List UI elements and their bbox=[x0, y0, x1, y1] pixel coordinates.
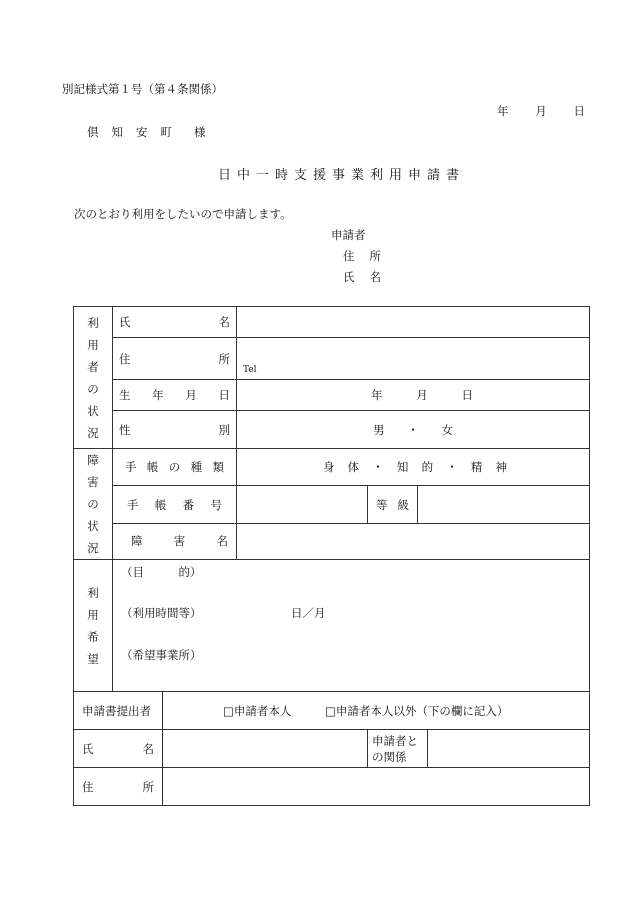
submitter-address-row bbox=[74, 768, 590, 806]
label-char: 番 bbox=[182, 497, 195, 512]
group-char: の bbox=[87, 497, 99, 511]
addressee-char: 安 bbox=[136, 125, 148, 139]
label-char: 名 bbox=[216, 534, 228, 549]
hours-label: （利用時間等） bbox=[121, 606, 202, 620]
label-char: 月 bbox=[185, 388, 197, 402]
submitter-options bbox=[163, 692, 590, 730]
disability-name-label bbox=[113, 523, 237, 559]
facility-label: （希望事業所） bbox=[121, 648, 202, 662]
submitter-address-field[interactable] bbox=[163, 768, 590, 806]
user-address-label bbox=[113, 338, 237, 380]
hours-unit: 日／月 bbox=[291, 606, 326, 620]
group-char: 状 bbox=[87, 403, 99, 418]
label-char: 種 bbox=[190, 460, 203, 475]
disability-section-label bbox=[74, 449, 113, 560]
applicant-name-char: 名 bbox=[369, 270, 381, 284]
applicant-address-char: 住 bbox=[343, 249, 355, 263]
submitter-row bbox=[74, 692, 590, 730]
user-name-row bbox=[74, 307, 590, 338]
group-char: 利 bbox=[87, 585, 99, 600]
group-char: 状 bbox=[87, 519, 99, 533]
label-char: 住 bbox=[82, 779, 94, 794]
type-char: 的 bbox=[421, 460, 434, 475]
submitter-address-label bbox=[74, 768, 163, 806]
tel-label: Tel bbox=[243, 365, 257, 375]
booklet-number-label bbox=[113, 486, 237, 523]
date-month: 月 bbox=[535, 104, 547, 118]
user-sex-field[interactable] bbox=[237, 411, 590, 449]
user-section-label bbox=[74, 307, 113, 449]
user-address-field[interactable] bbox=[237, 338, 590, 380]
label-char: 帳 bbox=[154, 497, 167, 512]
birth-unit: 月 bbox=[416, 388, 428, 402]
birth-unit: 日 bbox=[461, 388, 473, 402]
type-char: 身 bbox=[323, 460, 335, 475]
label-char: 帳 bbox=[146, 460, 159, 475]
label-char: 年 bbox=[152, 388, 164, 402]
group-char: 況 bbox=[87, 425, 99, 440]
group-char: 者 bbox=[87, 359, 99, 374]
label-char: 等 bbox=[376, 497, 388, 512]
submitter-label: 申請書提出者 bbox=[74, 692, 163, 730]
label-char: 害 bbox=[173, 534, 186, 549]
label-char: 障 bbox=[131, 534, 143, 549]
addressee-char: 様 bbox=[194, 125, 206, 139]
relation-label: 申請者との関係 bbox=[368, 730, 428, 768]
submitter-name-row bbox=[74, 730, 590, 768]
group-char: 害 bbox=[87, 475, 99, 489]
submitter-name-field[interactable] bbox=[163, 730, 368, 768]
type-char: 知 bbox=[396, 460, 409, 475]
submitter-name-label bbox=[74, 730, 163, 768]
sex-option-female: 女 bbox=[441, 422, 453, 437]
label-char: 氏 bbox=[82, 741, 94, 756]
group-char: 用 bbox=[87, 337, 99, 352]
label-char: 名 bbox=[142, 741, 154, 756]
sex-option-male: 男 bbox=[373, 422, 385, 437]
intro-text: 次のとおり利用をしたいので申請します。 bbox=[74, 207, 292, 221]
user-address-row bbox=[74, 338, 590, 380]
birth-unit: 年 bbox=[371, 388, 383, 402]
grade-field[interactable] bbox=[418, 486, 590, 523]
type-char: 神 bbox=[495, 460, 507, 475]
user-birth-label bbox=[113, 380, 237, 411]
grade-label bbox=[368, 486, 418, 523]
group-char: 用 bbox=[87, 607, 99, 622]
user-name-field[interactable] bbox=[237, 307, 590, 338]
purpose-label: （目 的） bbox=[121, 565, 202, 579]
label-char: 号 bbox=[210, 497, 222, 512]
booklet-type-label bbox=[113, 449, 237, 486]
label-char: 別 bbox=[218, 422, 230, 437]
label-char: 氏 bbox=[119, 315, 131, 329]
user-birth-field[interactable] bbox=[237, 380, 590, 411]
label-char: の bbox=[168, 460, 181, 475]
disability-name-row bbox=[74, 523, 590, 559]
document-title: 日中一時支援事業利用申請書 bbox=[218, 168, 466, 183]
header-date bbox=[497, 103, 585, 119]
user-birth-row bbox=[74, 380, 590, 411]
use-wish-row bbox=[74, 560, 590, 692]
addressee-char: 町 bbox=[160, 125, 172, 139]
type-char: 体 bbox=[347, 460, 360, 475]
relation-field[interactable] bbox=[428, 730, 590, 768]
label-char: 手 bbox=[125, 460, 137, 475]
label-char: 所 bbox=[218, 351, 230, 366]
type-char: ・ bbox=[372, 460, 384, 475]
group-char: 利 bbox=[87, 315, 99, 330]
label-char: 名 bbox=[218, 315, 230, 329]
label-char: 手 bbox=[127, 497, 139, 512]
group-char: 障 bbox=[87, 453, 99, 467]
label-char: 性 bbox=[119, 422, 131, 437]
date-day: 日 bbox=[573, 104, 585, 118]
booklet-number-row bbox=[74, 486, 590, 523]
label-char: 所 bbox=[142, 779, 154, 794]
booklet-type-field[interactable] bbox=[237, 449, 590, 486]
applicant-address-label bbox=[343, 248, 381, 264]
use-wish-field[interactable] bbox=[113, 560, 590, 692]
group-char: 況 bbox=[87, 541, 99, 555]
addressee bbox=[87, 124, 206, 140]
applicant-name-label bbox=[343, 269, 381, 285]
user-sex-row bbox=[74, 411, 590, 449]
label-char: 日 bbox=[218, 388, 230, 402]
applicant-address-char: 所 bbox=[369, 249, 381, 263]
addressee-char: 知 bbox=[111, 125, 123, 139]
form-number: 別記様式第１号（第４条関係） bbox=[62, 82, 223, 96]
user-sex-label bbox=[113, 411, 237, 449]
label-char: 住 bbox=[119, 351, 131, 366]
disability-name-field[interactable] bbox=[237, 523, 590, 559]
type-char: 精 bbox=[470, 460, 483, 475]
user-name-label bbox=[113, 307, 237, 338]
booklet-type-row bbox=[74, 449, 590, 486]
group-char: 望 bbox=[87, 651, 99, 666]
applicant-label: 申請者 bbox=[331, 228, 366, 242]
application-form-table bbox=[73, 306, 590, 806]
type-char: ・ bbox=[446, 460, 458, 475]
use-section-label bbox=[74, 560, 113, 692]
booklet-number-field[interactable] bbox=[237, 486, 368, 523]
option-self-checkbox[interactable]: □申請者本人 bbox=[223, 703, 292, 718]
applicant-name-char: 氏 bbox=[343, 270, 355, 284]
label-char: 級 bbox=[397, 497, 409, 512]
separator: ・ bbox=[407, 422, 419, 437]
date-year: 年 bbox=[497, 104, 509, 118]
group-char: の bbox=[87, 381, 99, 396]
label-char: 類 bbox=[212, 460, 224, 475]
option-other-checkbox[interactable]: □申請者本人以外（下の欄に記入） bbox=[325, 703, 509, 718]
label-char: 生 bbox=[119, 388, 131, 402]
group-char: 希 bbox=[87, 629, 99, 644]
addressee-char: 倶 bbox=[87, 125, 99, 139]
